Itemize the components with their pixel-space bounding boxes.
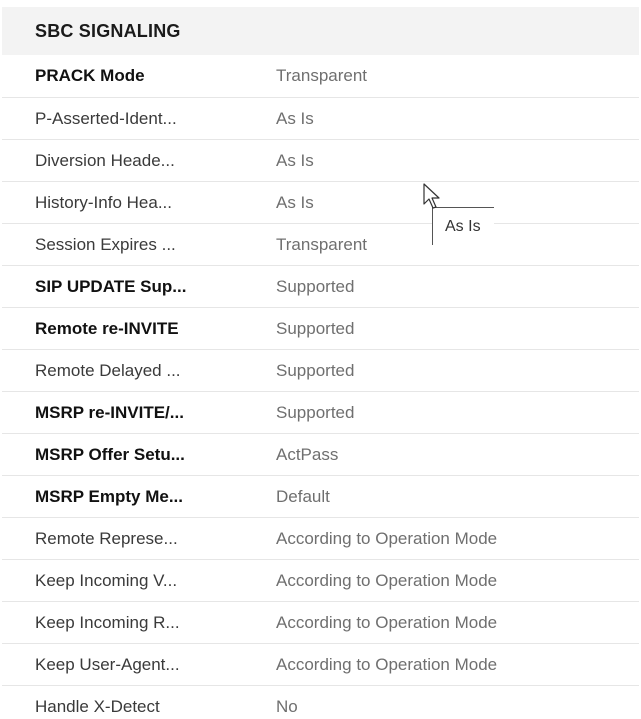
row-label: Handle X-Detect [35, 696, 160, 716]
row-value: According to Operation Mode [276, 654, 498, 674]
settings-row[interactable] [2, 140, 639, 182]
row-value: Supported [276, 276, 355, 296]
row-label: Remote Represe... [35, 528, 178, 548]
settings-row[interactable] [2, 602, 639, 644]
row-value: Supported [276, 360, 355, 380]
row-label: Diversion Heade... [35, 150, 175, 170]
settings-row[interactable] [2, 182, 639, 224]
settings-row[interactable] [2, 644, 639, 686]
row-value: As Is [276, 108, 314, 128]
row-label: Keep Incoming R... [35, 612, 180, 632]
row-label: Remote re-INVITE [35, 318, 179, 338]
settings-row[interactable] [2, 266, 639, 308]
settings-row[interactable] [2, 686, 639, 719]
row-value: According to Operation Mode [276, 570, 498, 590]
tooltip [432, 207, 494, 245]
row-value: Supported [276, 402, 355, 422]
settings-row[interactable] [2, 476, 639, 518]
settings-row[interactable] [2, 560, 639, 602]
row-value: As Is [276, 150, 314, 170]
sbc-signaling-panel [2, 7, 639, 719]
row-label: MSRP Offer Setu... [35, 444, 185, 464]
panel-header [2, 7, 639, 55]
row-label: Remote Delayed ... [35, 360, 181, 380]
settings-row[interactable] [2, 308, 639, 350]
row-value: As Is [276, 192, 314, 212]
row-value: Transparent [276, 234, 368, 254]
row-value: Default [276, 486, 330, 506]
tooltip-text: As Is [445, 218, 481, 235]
row-label: PRACK Mode [35, 66, 145, 85]
row-value: Transparent [276, 66, 368, 85]
settings-row[interactable] [2, 518, 639, 560]
row-label: Session Expires ... [35, 234, 176, 254]
settings-list [2, 55, 639, 719]
mouse-pointer-icon [423, 183, 443, 211]
row-label: History-Info Hea... [35, 192, 172, 212]
row-value: According to Operation Mode [276, 612, 498, 632]
row-label: SIP UPDATE Sup... [35, 276, 187, 296]
row-value: According to Operation Mode [276, 528, 498, 548]
row-label: P-Asserted-Ident... [35, 108, 177, 128]
panel-title: SBC SIGNALING [35, 20, 181, 41]
row-label: Keep User-Agent... [35, 654, 180, 674]
settings-row[interactable] [2, 55, 639, 98]
row-value: No [276, 696, 298, 716]
settings-row[interactable] [2, 350, 639, 392]
settings-row[interactable] [2, 392, 639, 434]
settings-row[interactable] [2, 224, 639, 266]
row-label: MSRP re-INVITE/... [35, 402, 184, 422]
row-label: Keep Incoming V... [35, 570, 178, 590]
settings-row[interactable] [2, 434, 639, 476]
row-label: MSRP Empty Me... [35, 486, 183, 506]
settings-row[interactable] [2, 98, 639, 140]
row-value: Supported [276, 318, 355, 338]
row-value: ActPass [276, 444, 339, 464]
